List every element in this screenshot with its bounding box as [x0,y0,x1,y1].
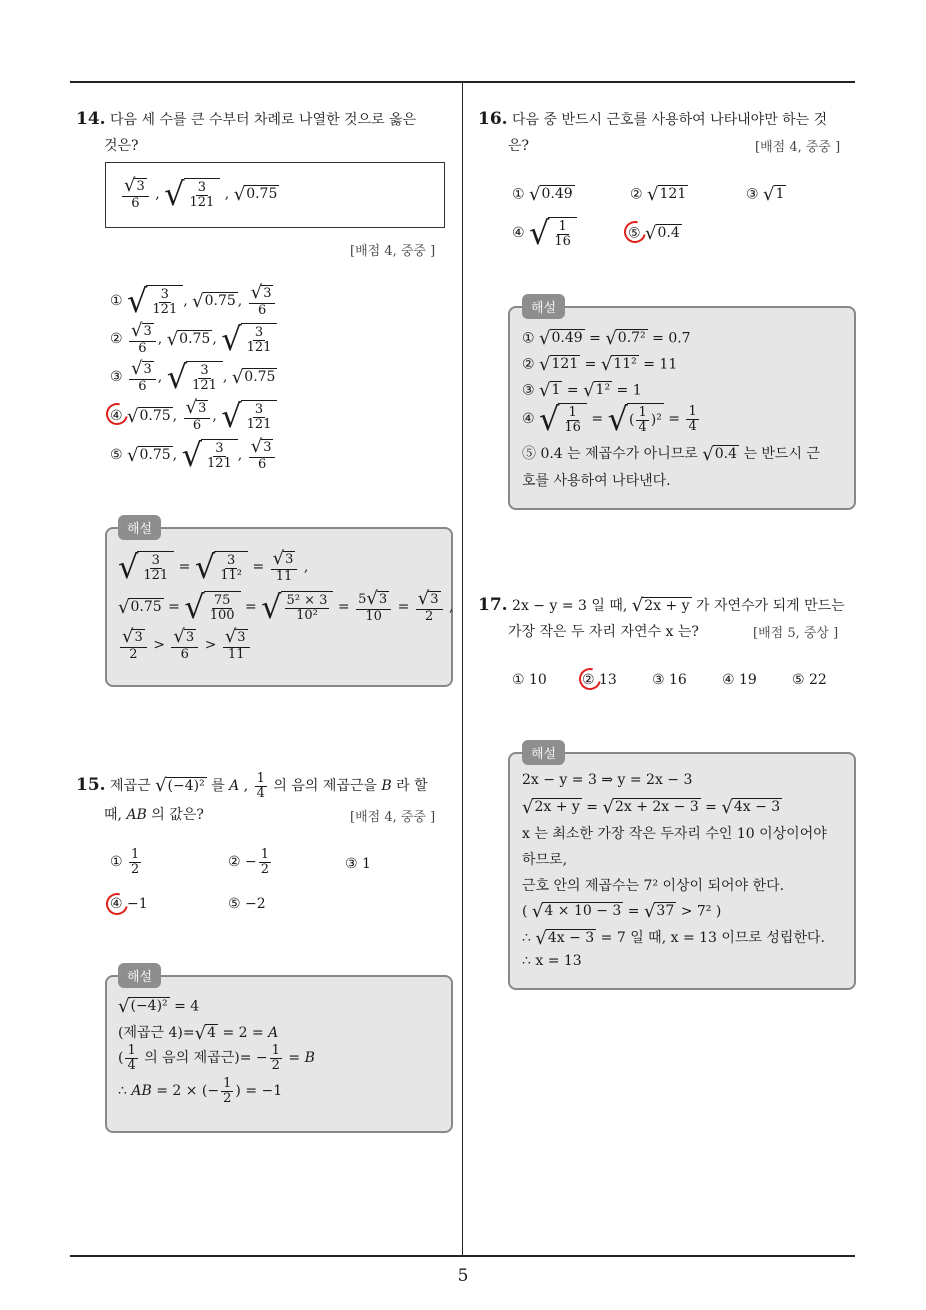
q16-text-line1: 다음 중 반드시 근호를 사용하여 나타내야만 하는 것 [512,112,828,128]
q17-sol-line-3: x 는 최소한 가장 작은 두자리 수인 10 이상이어야 [522,826,827,842]
q14-sol-line-3: √ 3 2 > √ 3 6 > √ 3 11 [118,628,252,662]
q16-choice-3[interactable]: ③ √ 1 [746,184,785,205]
q15-choice-5[interactable]: ⑤ −2 [228,896,266,912]
q16-choice-4[interactable]: ④ √ $\frac{1}{16}$ [512,214,577,252]
q14-sol-line-2: √ 0.75 = √ $\frac{75}{100}$ = √ $\frac{\text{5² × 3}}{\text{10²}}$ = 5 √ 3 10 = √ 3 2 , [118,588,454,626]
q17-solution-badge: 해설 [522,740,565,765]
q16-sol-line-2: ② √ 121 = √ 11² = 11 [522,354,678,375]
q16-sol-line-1: ① √ 0.49 = √ 0.7² = 0.7 [522,328,691,349]
q14-given-frac-1: √ 3 6 [122,177,149,211]
q17-sol-line-5: 근호 안의 제곱수는 7² 이상이 되어야 한다. [522,878,785,894]
q15-answer-mark [102,889,132,919]
q14-given-values: √ 3 6 , √ $\frac{3}{121}$ , √ 0.75 [124,175,278,213]
q15-choice-4[interactable]: ④ −1 [110,896,148,912]
q17-choice-4[interactable]: ④ 19 [722,672,757,688]
q15-choice-3[interactable]: ③ 1 [345,856,371,872]
q16-choice-1[interactable]: ① √ 0.49 [512,184,573,205]
q15-sol-line-2: (제곱근 4)= √ 4 = 2 = A [118,1022,279,1044]
q17-choice-5[interactable]: ⑤ 22 [792,672,827,688]
q14-choice-5[interactable]: ⑤ √ 0.75 , √ $\frac{3}{121}$ , √ 3 6 [110,436,277,474]
q17-sol-line-7: ∴ √ 4x − 3 = 7 일 때, x = 13 이므로 성립한다. [522,927,825,949]
q14-choice-3[interactable]: ③ √ 3 6 , √ $\frac{3}{121}$ , √ 0.75 [110,358,276,396]
q17-number: 17. [478,595,508,615]
q16-sol-line-3: ③ √ 1 = √ 1² = 1 [522,380,642,401]
q15-question: 15. 제곱근 √ (−4)² 를 A , $\frac{1}{4}$ 의 음의 제곱근을 B 라 할 [76,771,428,801]
q14-text-line1: 다음 세 수를 큰 수부터 차례로 나열한 것으로 옳은 [110,112,417,128]
q16-choice-2[interactable]: ② √ 121 [630,184,687,205]
bottom-rule [70,1255,855,1257]
q15-number: 15. [76,775,106,796]
q14-text-line2: 것은? [104,138,139,154]
q16-solution-badge: 해설 [522,294,565,319]
q14-choice-2[interactable]: ② √ 3 6 , √ 0.75 , √ $\frac{3}{121}$ [110,320,277,358]
q17-question: 17. 2x − y = 3 일 때, √ 2x + y 가 자연수가 되게 만드는 가장 작은 두 자리 자연수 x 는? [478,595,845,640]
q15-question-line2: 때, AB 의 값은? [104,807,204,823]
q15-sol-line-1: √ (−4)² = 4 [118,996,200,1017]
q14-sol-line-1: √ $\frac{3}{121}$ = √ $\frac{3}{\text{11²}}$ = √ 3 11 , [118,548,309,586]
q17-score: [배점 5, 중상 ] [753,626,839,641]
q15-choice-2[interactable]: ② − $\frac{1}{2}$ [228,847,270,877]
q16-sol-line-6: 호를 사용하여 나타낸다. [522,473,671,489]
q17-sol-line-1: 2x − y = 3 ⇒ y = 2x − 3 [522,772,693,788]
q14-choice-1[interactable]: ① √ $\frac{3}{121}$ , √ 0.75 , √ 3 6 [110,282,277,320]
q17-sol-line-2: √ 2x + y = √ 2x + 2x − 3 = √ 4x − 3 [522,797,781,818]
q15-solution-badge: 해설 [118,963,161,988]
q14-number: 14. [76,109,106,129]
q14-score: [배점 4, 중중 ] [350,244,436,259]
q15-sol-line-4: ∴ AB = 2 × (− $\frac{1}{2}$ ) = −1 [118,1076,283,1106]
page-number: 5 [457,1266,469,1286]
q16-number: 16. [478,109,508,129]
q16-choice-5[interactable]: ⑤ √ 0.4 [628,223,680,244]
q17-sol-line-8: ∴ x = 13 [522,953,582,969]
q14-given-box [105,162,445,228]
q17-sol-line-6: ( √ 4 × 10 − 3 = √ 37 > 7² ) [522,901,722,922]
q15-choice-1[interactable]: ① $\frac{1}{2}$ [110,847,140,877]
q16-sol-line-5: ⑤ 0.4 는 제곱수가 아니므로 √ 0.4 는 반드시 근 [522,443,820,465]
q14-choice-4[interactable]: ④ √ 0.75 , √ 3 6 , √ $\frac{3}{121}$ [110,397,277,435]
q14-given-sqrt-frac: √ $\frac{3}{121}$ [164,175,220,213]
q14-solution-badge: 해설 [118,515,161,540]
q17-answer-mark [575,664,605,694]
q16-text-line2: 은? [508,138,530,154]
column-divider [462,82,463,1257]
q14-given-sqrt-075: √ 0.75 [233,183,278,205]
q15-score: [배점 4, 중중 ] [350,810,436,825]
q17-sol-line-4: 하므로, [522,852,568,868]
q14-question [76,106,456,159]
q17-choice-2[interactable]: ② 13 [582,672,617,688]
q15-sol-line-3: ( $\frac{1}{4}$ 의 음의 제곱근)= − $\frac{1}{2}$ = B [118,1043,315,1073]
q16-sol-line-4: ④ √ $\frac{1}{16}$ = √ ( $\frac{1}{4}$ )² = $\frac{1}{4}$ [522,400,697,438]
q17-choice-3[interactable]: ③ 16 [652,672,687,688]
q16-score: [배점 4, 중중 ] [755,140,841,155]
q17-choice-1[interactable]: ① 10 [512,672,547,688]
